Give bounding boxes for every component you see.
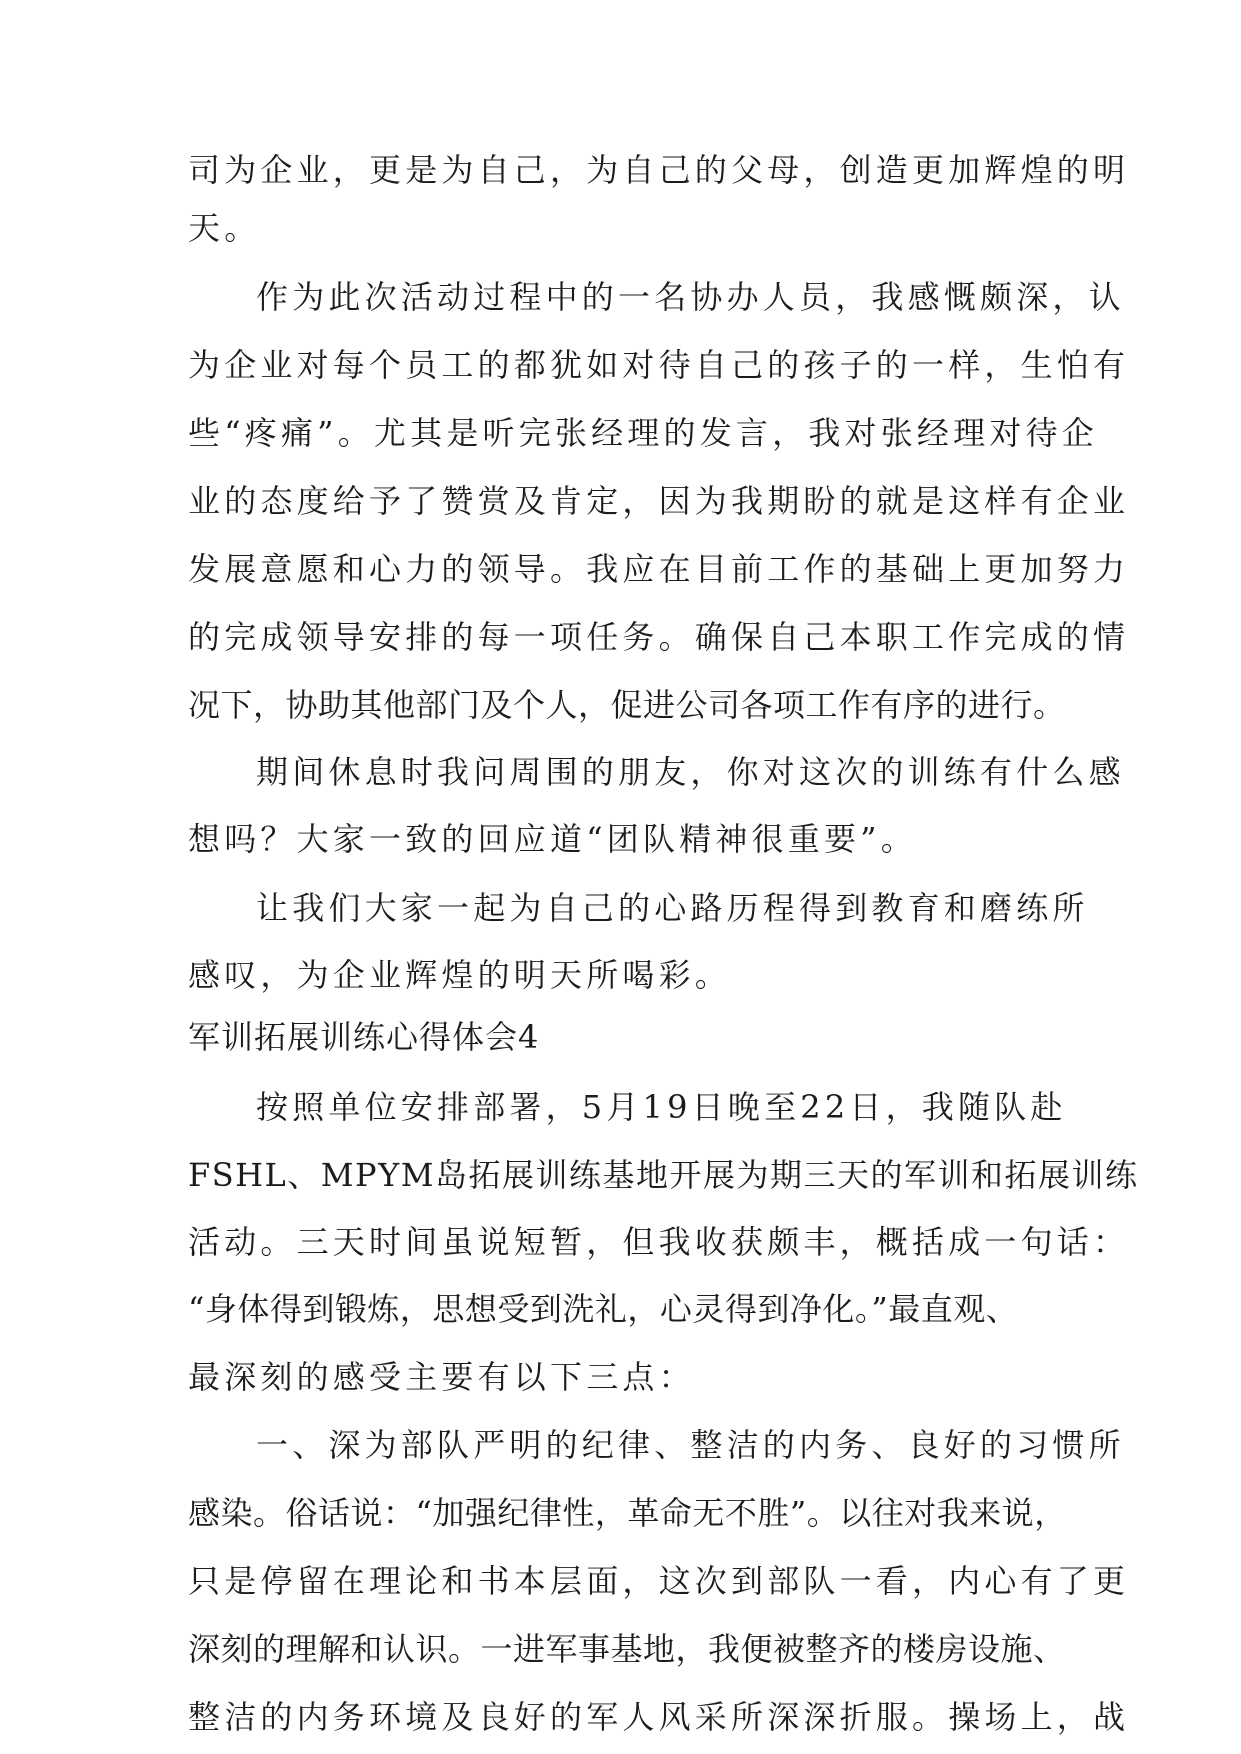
text-line: 司为企业，更是为自己，为自己的父母，创造更加辉煌的明 [188, 151, 1130, 189]
text-line: 期间休息时我问周围的朋友，你对这次的训练有什么感 [256, 753, 1125, 791]
text-line: 想吗？大家一致的回应道“团队精神很重要”。 [188, 820, 917, 858]
text-line: 感叹，为企业辉煌的明天所喝彩。 [188, 956, 732, 994]
text-line: 整洁的内务环境及良好的军人风采所深深折服。操场上，战 [188, 1698, 1130, 1736]
text-line: 活动。三天时间虽说短暂，但我收获颇丰，概括成一句话： [188, 1223, 1130, 1261]
text-line: 深刻的理解和认识。一进军事基地，我便被整齐的楼房设施、 [188, 1630, 1066, 1668]
text-line: 些“疼痛”。尤其是听完张经理的发言，我对张经理对待企 [188, 414, 1098, 452]
text-line: 让我们大家一起为自己的心路历程得到教育和磨练所 [256, 889, 1089, 927]
text-line: 最深刻的感受主要有以下三点： [188, 1358, 695, 1396]
text-line: 只是停留在理论和书本层面，这次到部队一看，内心有了更 [188, 1562, 1130, 1600]
text-line: 作为此次活动过程中的一名协办人员，我感慨颇深，认 [256, 278, 1125, 316]
text-line: 一、深为部队严明的纪律、整洁的内务、良好的习惯所 [256, 1426, 1125, 1464]
section-heading: 军训拓展训练心得体会4 [188, 1018, 540, 1056]
text-line: 天。 [188, 209, 261, 247]
text-line: 按照单位安排部署，5月19日晚至22日，我随队赴 [256, 1088, 1067, 1126]
text-line: 业的态度给予了赞赏及肯定，因为我期盼的就是这样有企业 [188, 482, 1130, 520]
text-line: 况下，协助其他部门及个人，促进公司各项工作有序的进行。 [188, 686, 1066, 724]
text-line: FSHL、MPYM岛拓展训练基地开展为期三天的军训和拓展训练 [188, 1156, 1139, 1194]
text-line: 发展意愿和心力的领导。我应在目前工作的基础上更加努力 [188, 550, 1130, 588]
text-line: 的完成领导安排的每一项任务。确保自己本职工作完成的情 [188, 618, 1130, 656]
text-line: 为企业对每个员工的都犹如对待自己的孩子的一样，生怕有 [188, 346, 1130, 384]
text-line: “身体得到锻炼，思想受到洗礼，心灵得到净化。”最直观、 [188, 1290, 1019, 1328]
text-line: 感染。俗话说：“加强纪律性，革命无不胜”。以往对我来说， [188, 1494, 1067, 1532]
